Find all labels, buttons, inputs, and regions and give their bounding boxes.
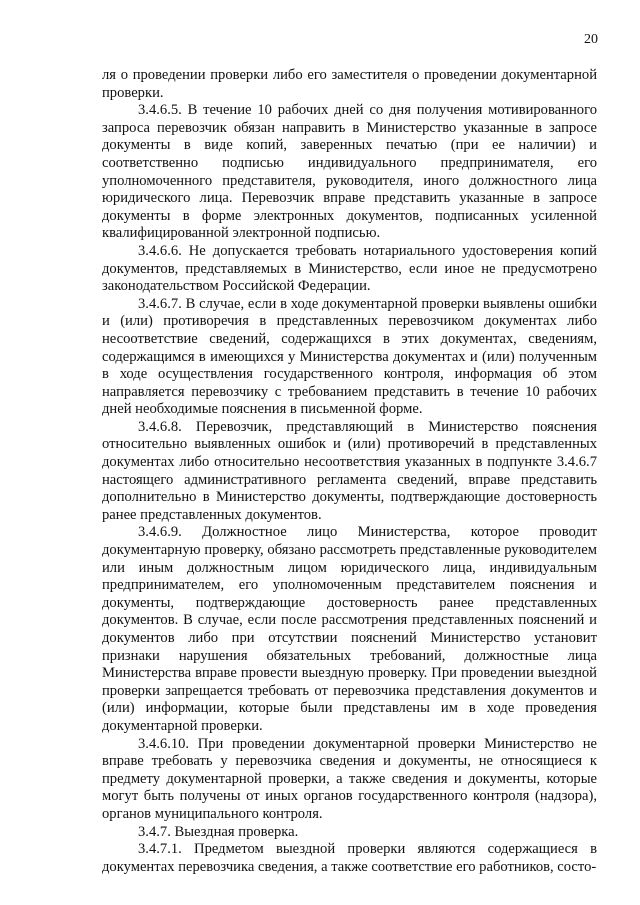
paragraph-3-4-6-5: 3.4.6.5. В течение 10 рабочих дней со дня получения мотивированного запроса перевозчик обязан направить в Министерство указанные в запросе документы в виде копий, заверенных печатью (при ее наличии) и соответственно подписью индивидуального предпринимателя, его уполномоченного представителя, руководителя, иного должностного лица юридического лица. Перевозчик вправе представить указанные в запросе документы в форме электронных документов, подписанных усиленной квалифицированной электронной подписью. — [102, 102, 597, 242]
paragraph-3-4-6-9: 3.4.6.9. Должностное лицо Министерства, которое проводит документарную проверку, обязано рассмотреть представленные руководителем или иным должностным лицом юридического лица, индивидуальным предпринимателем, его уполномоченным представителем пояснения и документы, подтверждающие достоверность ранее представленных документов. В случае, если после рассмотрения представленных пояснений и документов либо при отсутствии пояснений Министерство установит признаки нарушения обязательных требований, должностные лица Министерства вправе провести выездную проверку. При проведении выездной проверки запрещается требовать от перевозчика представления документов и (или) информации, которые были представлены им в ходе проведения документарной проверки. — [102, 524, 597, 734]
paragraph-3-4-7-1: 3.4.7.1. Предметом выездной проверки являются содержащиеся в документах перевозчика сведения, а также соответствие его работников, состо- — [102, 841, 597, 875]
paragraph-3-4-6-7: 3.4.6.7. В случае, если в ходе документарной проверки выявлены ошибки и (или) противоречия в представленных перевозчиком документах либо несоответствие сведений, содержащихся в этих документах, сведениям, содержащимся в имеющихся у Министерства документах и (или) полученным в ходе осуществления государственного контроля, информация об этом направляется перевозчику с требованием представить в течение 10 рабочих дней необходимые пояснения в письменной форме. — [102, 295, 597, 418]
paragraph-3-4-6-6: 3.4.6.6. Не допускается требовать нотариального удостоверения копий документов, представляемых в Министерство, если иное не предусмотрено законодательством Российской Федерации. — [102, 242, 597, 295]
page-number: 20 — [584, 32, 598, 47]
paragraph-3-4-6-8: 3.4.6.8. Перевозчик, представляющий в Министерство пояснения относительно выявленных ошибок и (или) противоречий в представленных документах либо относительно несоответствия указанных в подпункте 3.4.6.7 настоящего административного регламента сведений, вправе представить дополнительно в Министерство документы, подтверждающие достоверность ранее представленных документов. — [102, 418, 597, 523]
document-body — [102, 67, 597, 876]
paragraph-3-4-7: 3.4.7. Выездная проверка. — [138, 823, 299, 840]
paragraph-3-4-6-10: 3.4.6.10. При проведении документарной проверки Министерство не вправе требовать у перевозчика сведения и документы, не относящиеся к предмету документарной проверки, а также сведения и документы, которые могут быть получены от иных органов государственного контроля (надзора), органов муниципального контроля. — [102, 735, 597, 822]
paragraph-continuation: ля о проведении проверки либо его заместителя о проведении документарной проверки. — [102, 67, 597, 101]
